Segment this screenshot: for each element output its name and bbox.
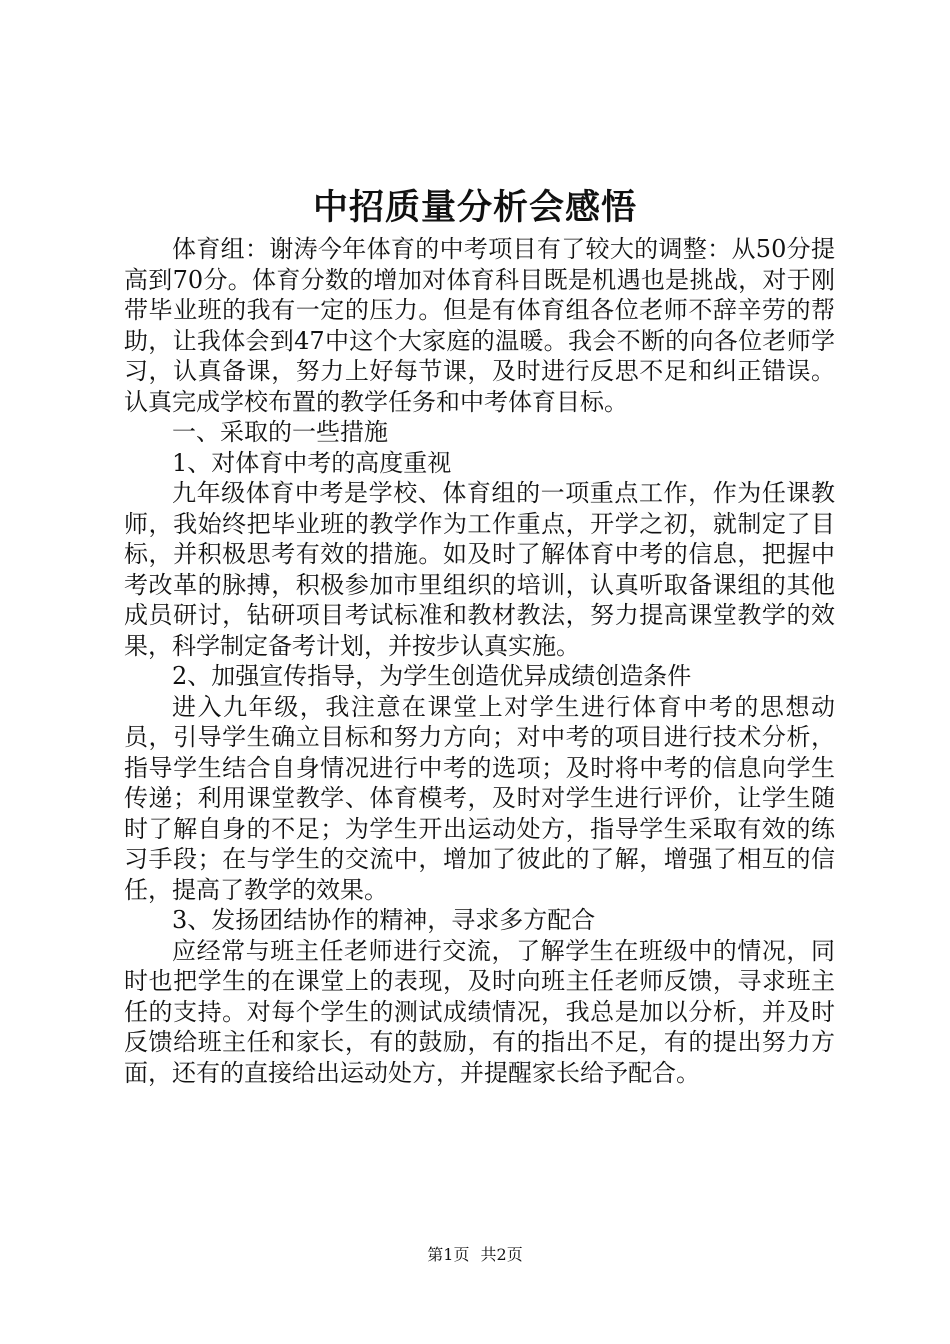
paragraph-2: 进入九年级，我注意在课堂上对学生进行体育中考的思想动员，引导学生确立目标和努力方向；对中考的项目进行技术分析，指导学生结合自身情况进行中考的选项；及时将中考的信息向学生传递；利用课堂教学、体育模考，及时对学生进行评价，让学生随时了解自身的不足；为学生开出运动处方，指导学生采取有效的练习手段；在与学生的交流中，增加了彼此的了解，增强了相互的信任，提高了教学的效果。 bbox=[124, 692, 835, 904]
page-number: 第1页 bbox=[427, 1245, 470, 1264]
subheading-1: 1、对体育中考的高度重视 bbox=[172, 448, 452, 477]
paragraph-3: 应经常与班主任老师进行交流，了解学生在班级中的情况，同时也把学生的在课堂上的表现，及时向班主任老师反馈，寻求班主任的支持。对每个学生的测试成绩情况，我总是加以分析，并及时反馈给班主任和家长，有的鼓励，有的指出不足，有的提出努力方面，还有的直接给出运动处方，并提醒家长给予配合。 bbox=[124, 936, 835, 1087]
paragraph-1: 九年级体育中考是学校、体育组的一项重点工作，作为任课教师，我始终把毕业班的教学作为工作重点，开学之初，就制定了目标，并积极思考有效的措施。如及时了解体育中考的信息，把握中考改革的脉搏，积极参加市里组织的培训，认真听取备课组的其他成员研讨，钻研项目考试标准和教材教法，努力提高课堂教学的效果，科学制定备考计划，并按步认真实施。 bbox=[124, 479, 835, 660]
paragraph-intro: 体育组：谢涛今年体育的中考项目有了较大的调整：从50分提高到70分。体育分数的增加对体育科目既是机遇也是挑战，对于刚带毕业班的我有一定的压力。但是有体育组各位老师不辞辛劳的帮助，让我体会到47中这个大家庭的温暖。我会不断的向各位老师学习，认真备课，努力上好每节课，及时进行反思不足和纠正错误。认真完成学校布置的教学任务和中考体育目标。 bbox=[124, 235, 835, 416]
subheading-2: 2、加强宣传指导，为学生创造优异成绩创造条件 bbox=[172, 662, 692, 690]
page-footer bbox=[0, 1244, 950, 1266]
document-title: 中招质量分析会感悟 bbox=[312, 187, 637, 228]
document-body bbox=[124, 234, 835, 1088]
section-heading-measures: 一、采取的一些措施 bbox=[172, 418, 388, 446]
page-total: 共2页 bbox=[480, 1245, 523, 1264]
subheading-3: 3、发扬团结协作的精神，寻求多方配合 bbox=[172, 906, 596, 934]
